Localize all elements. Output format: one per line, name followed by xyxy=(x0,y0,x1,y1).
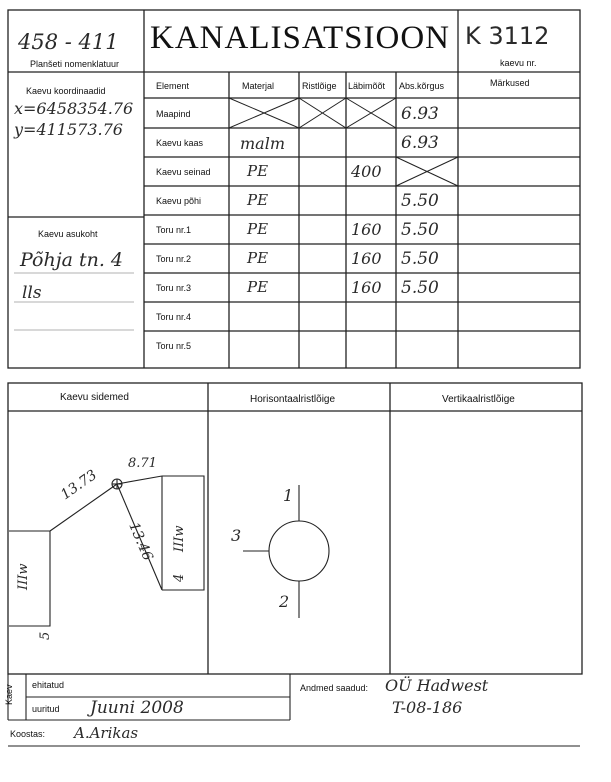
row-elevation: 6.93 xyxy=(401,104,439,124)
row-elevation: 5.50 xyxy=(401,249,439,269)
measured-label: uuritud xyxy=(32,704,60,714)
col-cross-section-header: Ristlõige xyxy=(302,81,337,91)
dist-8-71: 8.71 xyxy=(128,456,157,471)
col-notes-header: Märkused xyxy=(490,78,530,88)
location-label: Kaevu asukoht xyxy=(38,229,98,239)
row-material: PE xyxy=(247,220,269,238)
row-element: Kaevu kaas xyxy=(156,138,204,148)
data-from-line1: OÜ Hadwest xyxy=(385,676,489,695)
col-elevation-header: Abs.kõrgus xyxy=(399,81,445,91)
row-elevation: 5.50 xyxy=(401,220,439,240)
row-elevation: 5.50 xyxy=(401,278,439,298)
row-element: Toru nr.1 xyxy=(156,225,192,235)
row-element: Kaevu seinad xyxy=(156,167,211,177)
sheet-label: Planšeti nomenklatuur xyxy=(30,59,120,69)
row-element: Toru nr.2 xyxy=(156,254,192,264)
dist-13-73: 13.73 xyxy=(58,467,101,504)
row-material: PE xyxy=(247,249,269,267)
building-right-label: IIIw xyxy=(172,525,187,552)
col-material-header: Materjal xyxy=(242,81,275,91)
location-line1: Põhja tn. 4 xyxy=(20,249,123,271)
dist-13-46: 13.46 xyxy=(125,520,156,564)
ties-title: Kaevu sidemed xyxy=(60,392,129,403)
horizontal-title: Horisontaalristlõige xyxy=(250,394,336,405)
row-material: malm xyxy=(240,134,285,153)
row-diameter: 160 xyxy=(351,278,382,297)
sheet-number: 458 - 411 xyxy=(18,30,119,54)
kaev-label: Kaev xyxy=(4,684,14,705)
row-diameter: 400 xyxy=(351,162,382,181)
compiled-label: Koostas: xyxy=(10,729,46,739)
coordinate-x: x=6458354.76 xyxy=(14,99,134,118)
row-diameter: 160 xyxy=(351,249,382,268)
building-floors-4: 4 xyxy=(172,573,187,582)
built-label: ehitatud xyxy=(32,680,65,690)
building-left-label: IIIw xyxy=(16,563,31,590)
col-diameter-header: Läbimõõt xyxy=(348,81,386,91)
row-element: Toru nr.4 xyxy=(156,312,192,322)
well-number-label: kaevu nr. xyxy=(500,58,537,68)
pipe-1-label: 1 xyxy=(283,486,294,505)
pipe-2-label: 2 xyxy=(279,592,290,611)
location-line2: lls xyxy=(22,283,42,303)
measured-value: Juuni 2008 xyxy=(90,698,184,718)
data-from-label: Andmed saadud: xyxy=(300,683,369,693)
building-floors-5: 5 xyxy=(38,631,53,640)
coordinate-y: y=411573.76 xyxy=(14,120,123,139)
row-element: Kaevu põhi xyxy=(156,196,202,206)
col-element-header: Element xyxy=(156,81,190,91)
pipe-3-label: 3 xyxy=(231,526,242,545)
vertical-title: Vertikaalristlõige xyxy=(442,394,515,405)
row-elevation: 5.50 xyxy=(401,191,439,211)
row-material: PE xyxy=(247,278,269,296)
row-element: Toru nr.5 xyxy=(156,341,192,351)
form-title: KANALISATSIOON xyxy=(150,20,450,56)
row-element: Maapind xyxy=(156,109,191,119)
row-elevation: 6.93 xyxy=(401,133,439,153)
row-element: Toru nr.3 xyxy=(156,283,192,293)
row-material: PE xyxy=(247,191,269,209)
well-number: K 3112 xyxy=(465,22,550,50)
row-material: PE xyxy=(247,162,269,180)
compiled-value: A.Arikas xyxy=(74,724,139,742)
data-from-line2: T-08-186 xyxy=(392,698,463,717)
coordinates-label: Kaevu koordinaadid xyxy=(26,86,106,96)
row-diameter: 160 xyxy=(351,220,382,239)
